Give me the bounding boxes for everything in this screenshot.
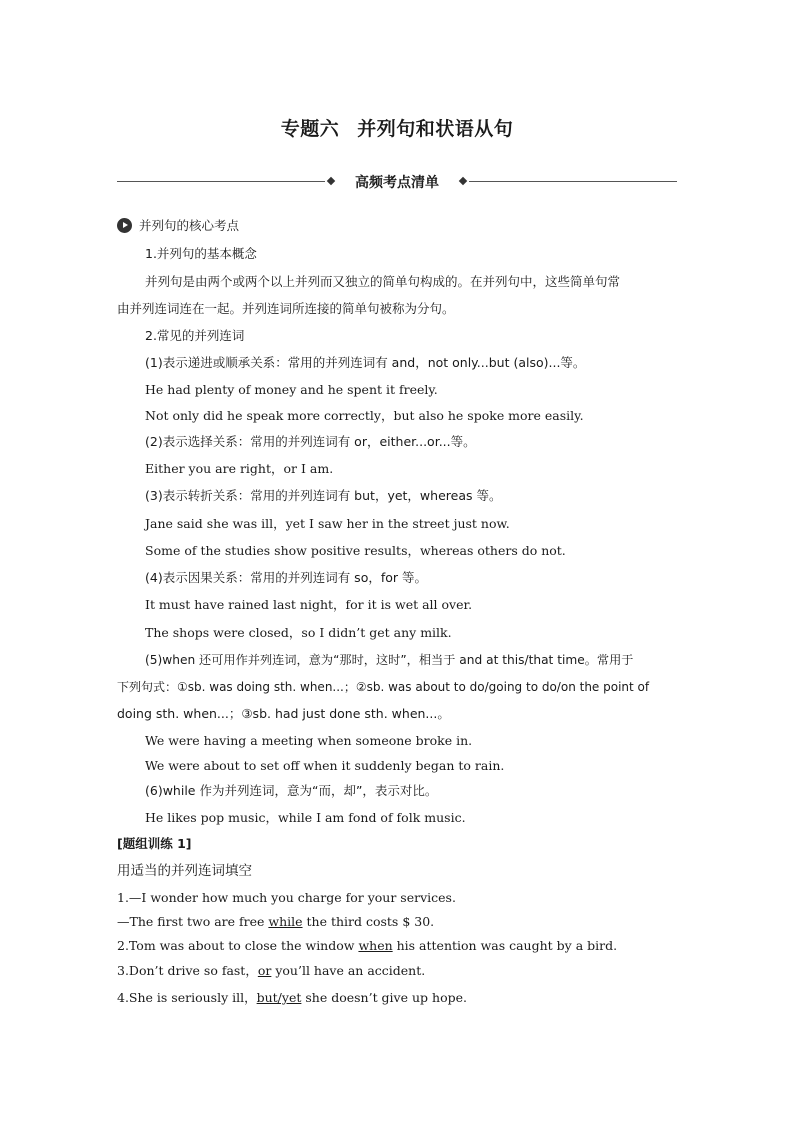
section-divider: [117, 172, 677, 192]
question-text: she doesn’t give up hope.: [301, 990, 467, 1005]
rule-line: 下列句式：①sb. was doing sth. when...；②sb. was about to do/going to do/on the point of: [117, 680, 650, 694]
example-sentence: Some of the studies show positive results，whereas others do not.: [145, 543, 566, 558]
example-sentence: We were about to set off when it suddenly began to rain.: [145, 758, 505, 773]
section-label: 高频考点清单: [355, 175, 439, 191]
example-sentence: He had plenty of money and he spent it freely.: [145, 382, 438, 397]
page-title: [0, 114, 794, 141]
example-sentence: Either you are right，or I am.: [145, 461, 334, 476]
divider-line-right: [469, 181, 677, 182]
rule-line: (6)while 作为并列连词，意为“而，却”，表示对比。: [145, 783, 438, 798]
play-bullet-icon: [117, 218, 132, 233]
question-text: the third costs $ 30.: [302, 914, 435, 929]
exercise-question: [117, 962, 425, 980]
common-heading: 2.常见的并列连词: [145, 328, 245, 343]
rule-line: (2)表示选择关系：常用的并列连词有 or，either...or...等。: [145, 434, 476, 449]
title-part2: 并列句和状语从句: [357, 118, 514, 140]
divider-line-left: [117, 181, 325, 182]
concept-body-line: 并列句是由两个或两个以上并列而又独立的简单句构成的。在并列句中，这些简单句常: [145, 274, 621, 289]
diamond-icon: [327, 177, 335, 185]
question-text: you’ll have an accident.: [271, 963, 426, 978]
rule-line: (4)表示因果关系：常用的并列连词有 so，for 等。: [145, 570, 428, 585]
title-part1: 专题六: [280, 118, 340, 140]
exercise-instruction: 用适当的并列连词填空: [117, 863, 252, 879]
concept-heading: 1.并列句的基本概念: [145, 246, 257, 261]
exercise-tag: [题组训练 1]: [117, 836, 192, 851]
diamond-icon: [459, 177, 467, 185]
rule-line: (5)when 还可用作并列连词，意为“那时，这时”，相当于 and at this/that time。常用于: [145, 653, 634, 667]
example-sentence: It must have rained last night，for it is wet all over.: [145, 597, 473, 612]
exercise-question: [117, 989, 467, 1007]
answer-blank: when: [358, 938, 393, 953]
rule-line: doing sth. when...；③sb. had just done sth. when...。: [117, 706, 450, 721]
answer-blank: but/yet: [256, 990, 302, 1005]
question-text: 3.Don’t drive so fast，: [117, 963, 258, 978]
example-sentence: The shops were closed，so I didn’t get any milk.: [145, 625, 452, 640]
example-sentence: Not only did he speak more correctly，but also he spoke more easily.: [145, 408, 584, 423]
answer-blank: or: [257, 963, 272, 978]
question-text: 4.She is seriously ill，: [117, 990, 257, 1005]
rule-line: (1)表示递进或顺承关系：常用的并列连词有 and，not only...but (also)...等。: [145, 355, 586, 370]
question-text: —The first two are free: [117, 914, 269, 929]
exercise-question: [117, 937, 617, 955]
exercise-question: [117, 913, 434, 931]
exercise-question: 1.—I wonder how much you charge for your services.: [117, 890, 456, 905]
example-sentence: We were having a meeting when someone broke in.: [145, 733, 473, 748]
answer-blank: while: [268, 914, 303, 929]
concept-body-line: 由并列连词连在一起。并列连词所连接的简单句被称为分句。: [117, 301, 455, 316]
question-text: 2.Tom was about to close the window: [117, 938, 359, 953]
example-sentence: He likes pop music，while I am fond of folk music.: [145, 810, 466, 825]
example-sentence: Jane said she was ill，yet I saw her in the street just now.: [145, 516, 510, 531]
topic-heading: 并列句的核心考点: [139, 218, 240, 233]
rule-line: (3)表示转折关系：常用的并列连词有 but，yet，whereas 等。: [145, 488, 502, 503]
question-text: his attention was caught by a bird.: [392, 938, 618, 953]
